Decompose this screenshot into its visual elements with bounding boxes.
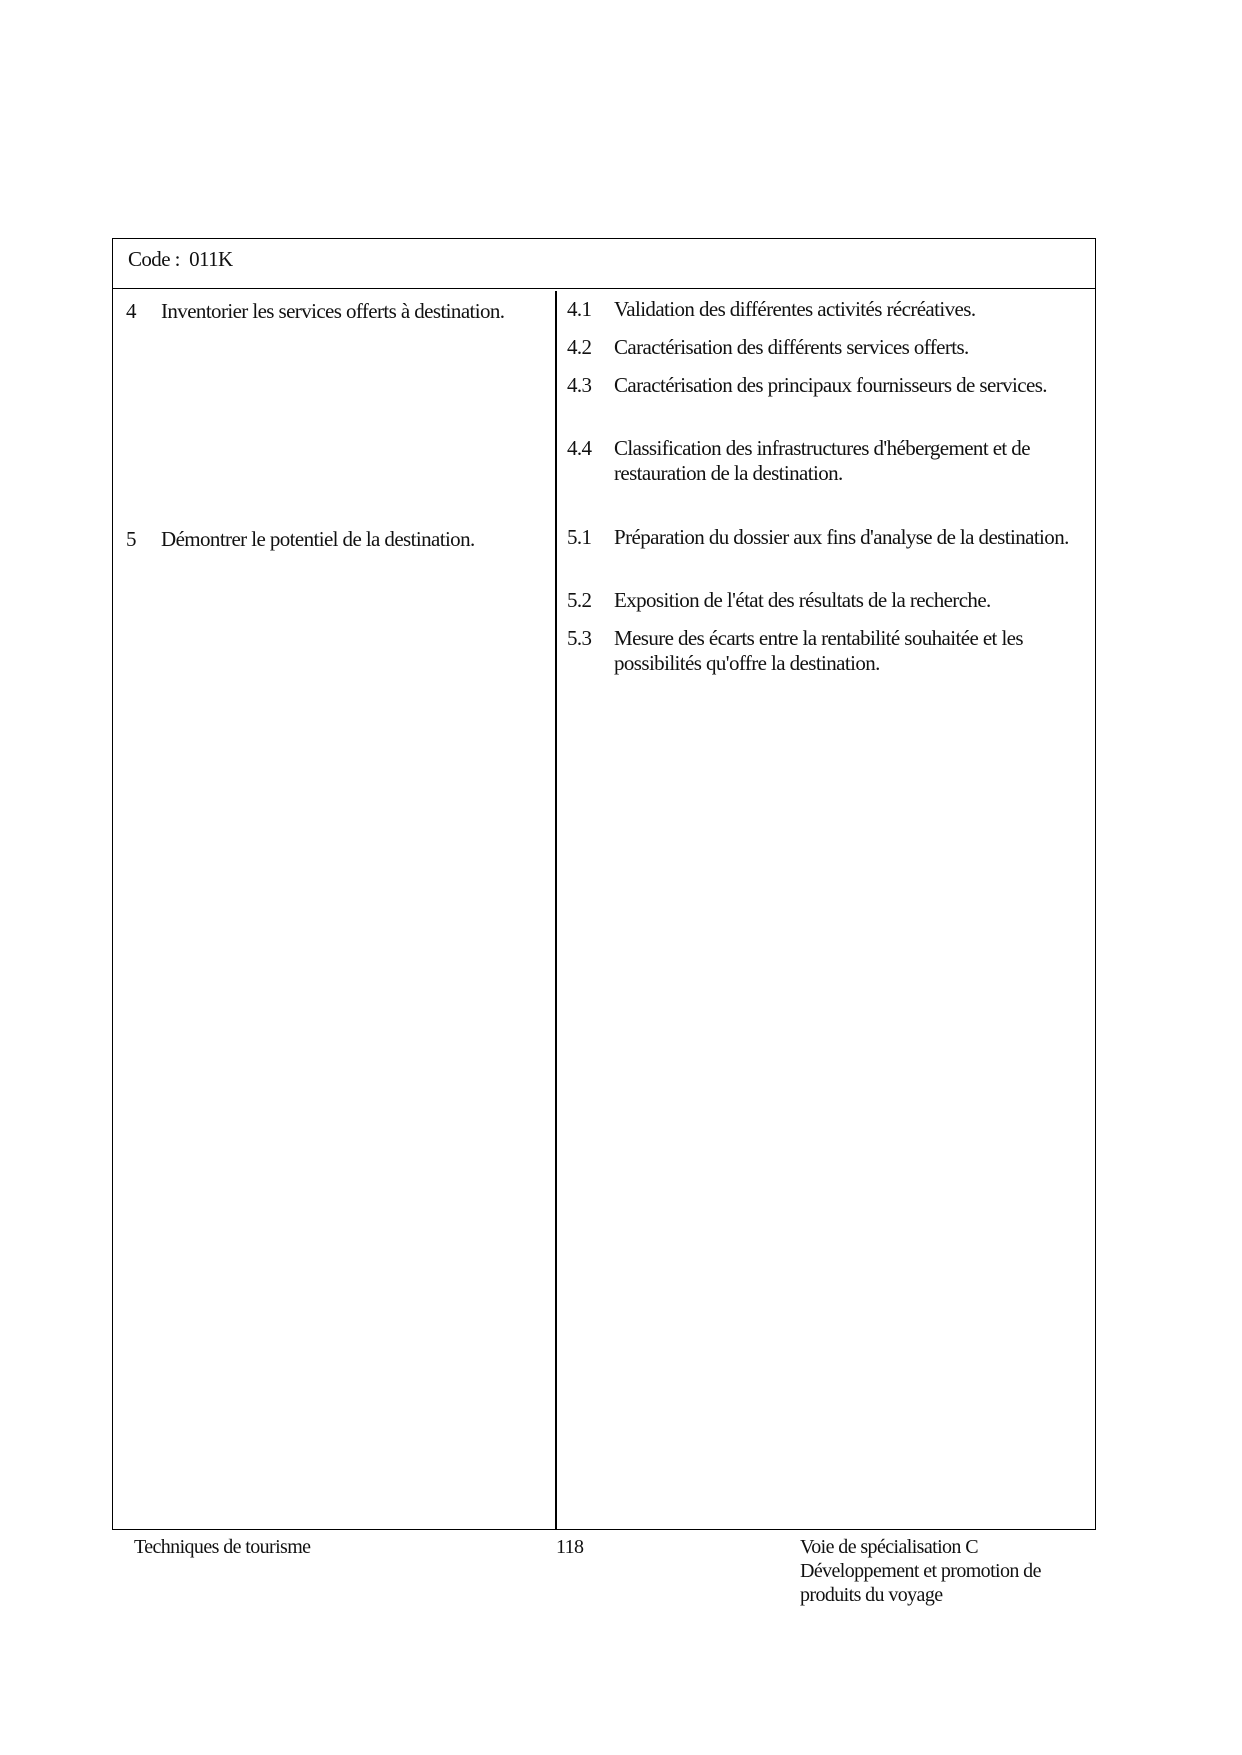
criterion-number: 4.1 bbox=[567, 297, 592, 321]
criterion-text: Validation des différentes activités récréatives. bbox=[614, 297, 976, 321]
objective-text: Démontrer le potentiel de la destination. bbox=[161, 527, 475, 551]
criterion-text: Mesure des écarts entre la rentabilité souhaitée et les possibilités qu'offre la destination. bbox=[614, 626, 1023, 675]
objective-number: 4 bbox=[126, 299, 136, 323]
objective-number: 5 bbox=[126, 527, 136, 551]
criterion-text: Caractérisation des différents services offerts. bbox=[614, 335, 969, 359]
specialization-line: Développement et promotion de bbox=[800, 1560, 1041, 1582]
specialization-line: produits du voyage bbox=[800, 1584, 943, 1606]
criterion-item bbox=[567, 588, 1092, 613]
objective-item bbox=[126, 527, 546, 552]
criterion-text: Préparation du dossier aux fins d'analyse de la destination. bbox=[614, 525, 1069, 549]
criterion-number: 4.4 bbox=[567, 436, 592, 460]
criterion-number: 5.1 bbox=[567, 525, 592, 549]
criterion-number: 5.2 bbox=[567, 588, 592, 612]
footer-program: Techniques de tourisme bbox=[134, 1536, 311, 1558]
objective-text: Inventorier les services offerts à destination. bbox=[161, 299, 505, 323]
page-number: 118 bbox=[556, 1536, 584, 1558]
footer-specialization bbox=[800, 1535, 1100, 1607]
criterion-item bbox=[567, 373, 1092, 398]
column-divider bbox=[555, 291, 557, 1529]
competency-table bbox=[112, 238, 1096, 1530]
code-label: Code : bbox=[128, 247, 180, 271]
code-value: 011K bbox=[189, 247, 233, 271]
criterion-item bbox=[567, 297, 1092, 322]
criterion-number: 4.3 bbox=[567, 373, 592, 397]
criterion-text: Exposition de l'état des résultats de la recherche. bbox=[614, 588, 991, 612]
criterion-item bbox=[567, 436, 1092, 486]
criterion-number: 5.3 bbox=[567, 626, 592, 650]
criterion-item bbox=[567, 525, 1092, 550]
code-header bbox=[113, 239, 1095, 289]
criterion-text: Caractérisation des principaux fournisseurs de services. bbox=[614, 373, 1047, 397]
criterion-number: 4.2 bbox=[567, 335, 592, 359]
code-spacer bbox=[180, 247, 189, 271]
objective-item bbox=[126, 299, 546, 324]
criterion-item bbox=[567, 626, 1092, 676]
criterion-text: Classification des infrastructures d'hébergement et de restauration de la destination. bbox=[614, 436, 1030, 485]
specialization-line: Voie de spécialisation C bbox=[800, 1536, 978, 1558]
criterion-item bbox=[567, 335, 1092, 360]
